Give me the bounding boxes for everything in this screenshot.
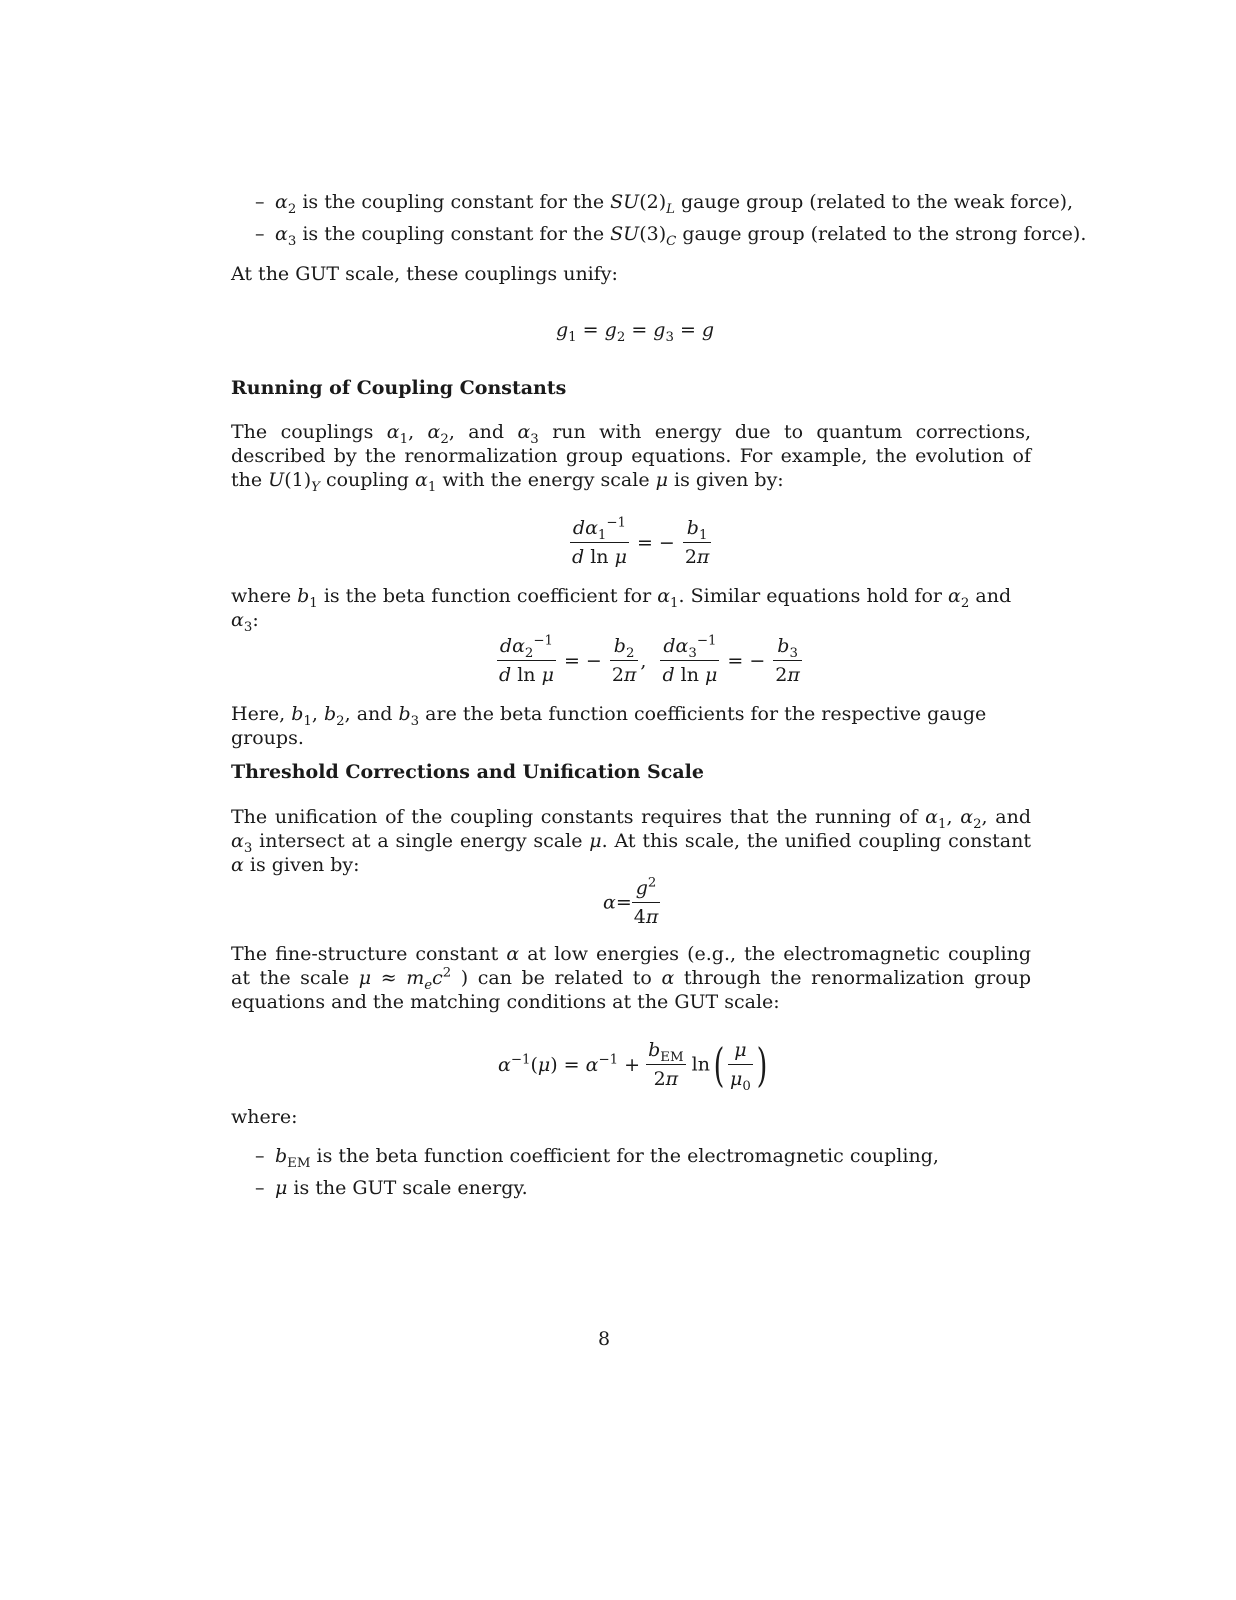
equation-rge-2-3: $\frac{d\alpha_2^{-1}}{\text{d ln μ}}$ = − $\frac{b_2}{2\pi}$ , $\frac{d\alpha_3^{-1}}{\text{d ln μ}}$ = − $\frac{b_3}{2\pi}$	[499, 633, 800, 686]
equation-fine-structure: $\alpha^{-1}(\mu) = \alpha^{-1}$ + $\frac{b_{EM}}{2\pi}$ ln( $\frac{\mu}{\mu_0}$ )	[498, 1037, 768, 1094]
paragraph: Here, $b_1$, $b_2$, and $b_3$ are the beta function coefficients for the respective gauge groups.	[231, 703, 987, 749]
equation-unification: $g_1 = g_2 = g_3 = g$	[556, 319, 715, 345]
paragraph: The fine-structure constant α at low energies (e.g., the electromagnetic coupling at the scale $\mu \approx m_ec^2$ ) can be related to α through the renormalization group equations and the matching conditions at the GUT scale:	[231, 943, 1032, 1013]
section-title: Threshold Corrections and Unification Scale	[231, 761, 704, 783]
paragraph: The couplings $\alpha_1$, $\alpha_2$, and $\alpha_3$ run with energy due to quantum corrections, described by the renormalization group equations. For example, the evolution of the $U(1)_Y$ coupling $\alpha_1$ with the energy scale μ is given by:	[231, 421, 1031, 495]
paragraph: At the GUT scale, these couplings unify:	[231, 263, 618, 285]
list-item: – $\alpha_2$ is the coupling constant for the $SU(2)_L$ gauge group (related to the weak force),	[255, 191, 1074, 217]
list-item: – μ is the GUT scale energy.	[255, 1177, 528, 1199]
paragraph: The unification of the coupling constants requires that the running of $\alpha_1$, $\alpha_2$, and $\alpha_3$ intersect at a single energy scale μ. At this scale, the unified coupling constant α is given by:	[231, 806, 1032, 876]
page-number: 8	[598, 1328, 611, 1350]
paragraph: where:	[231, 1106, 298, 1128]
list-item: – $b_{EM}$ is the beta function coefficient for the electromagnetic coupling,	[255, 1145, 939, 1171]
section-title: Running of Coupling Constants	[231, 377, 567, 399]
list-item: – $\alpha_3$ is the coupling constant for the $SU(3)_C$ gauge group (related to the strong force).	[255, 223, 1087, 249]
equation-rge-1: $\frac{d\alpha_1^{-1}}{\text{d ln μ}}$ = − $\frac{b_1}{2\pi}$	[572, 515, 710, 568]
paragraph: where $b_1$ is the beta function coefficient for $\alpha_1$. Similar equations hold for $\alpha_2$ and $\alpha_3$:	[231, 585, 1012, 635]
equation-unified-alpha: α= $\frac{g^2}{4\pi}$	[603, 875, 659, 928]
